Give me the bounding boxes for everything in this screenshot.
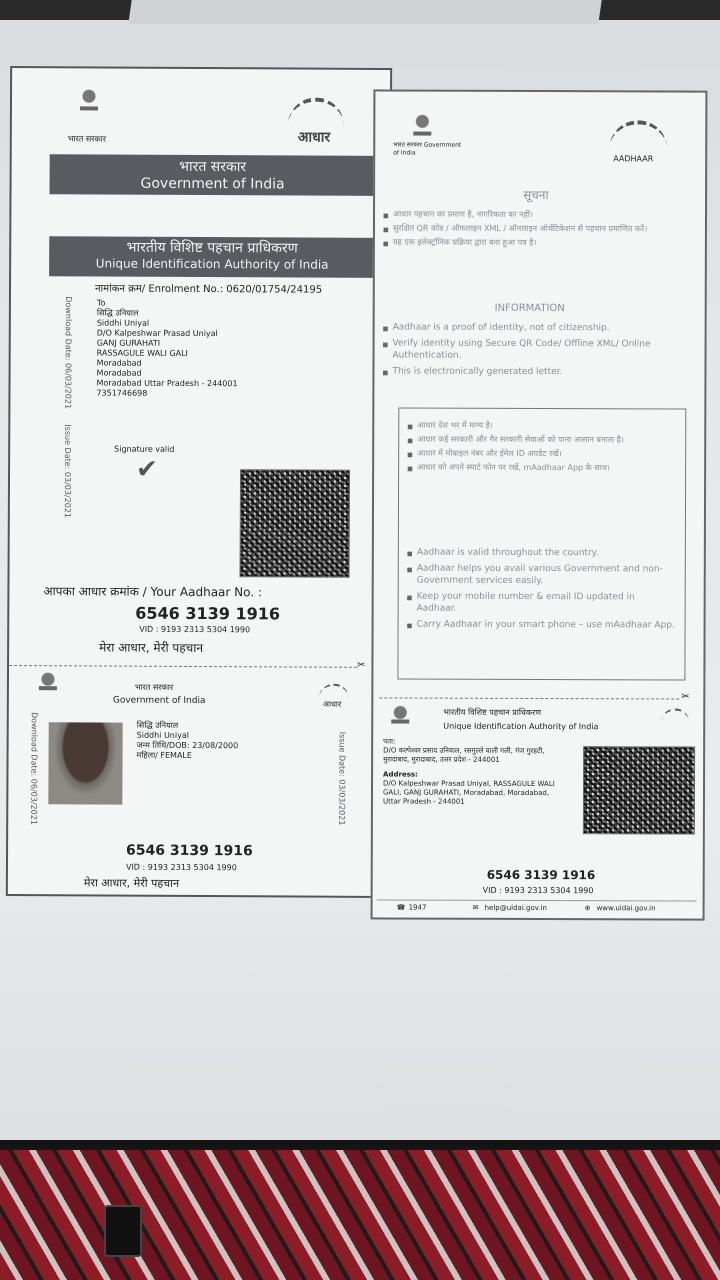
cut-line: [379, 697, 679, 699]
box-item: ■ आधार में मोबाइल नंबर और ईमेल ID अपडेट रखें।: [407, 449, 673, 460]
pata-value: D/O कल्पेश्वर प्रसाद उनियाल, रसगुल्ले वाली गली, गंज गुरहटी, मुरादाबाद, मुरादाबाद, उत्तर प्रदेश - 244001: [383, 746, 545, 764]
box-english-list: [407, 547, 677, 636]
national-emblem-icon: [39, 672, 57, 692]
back-qr-code: [583, 746, 695, 834]
aadhaar-logo-icon: [288, 97, 344, 129]
uidai-english: Unique Identification Authority of India: [95, 256, 329, 272]
box-hindi-list: [407, 421, 673, 478]
paper-fold: [128, 0, 601, 24]
signature-valid: Signature valid: [114, 444, 175, 454]
footer-email: help@uidai.gov.in: [484, 903, 547, 913]
aadhaar-number: 6546 3139 1916: [135, 603, 281, 624]
small-vid: VID : 9193 2313 5304 1990: [125, 862, 237, 873]
aadhaar-letter-front: [6, 66, 392, 898]
footer-phone: 1947: [408, 903, 427, 912]
back-uidai-hindi: भारतीय विशिष्ट पहचान प्राधिकरण: [443, 707, 542, 718]
vid-number: VID : 9193 2313 5304 1990: [139, 624, 251, 635]
box-item: ■ Aadhaar is valid throughout the country.: [407, 547, 677, 560]
note-item: ■ सुरक्षित QR कोड / ऑफलाइन XML / ऑनलाइन ऑथेंटिकेशन से पहचान प्रमाणित करें।: [383, 223, 693, 234]
gov-hindi: भारत सरकार: [179, 158, 247, 176]
box-item: ■ आधार कई सरकारी और गैर सरकारी सेवाओं को पाना आसान बनाता है।: [407, 435, 673, 446]
download-date: Download Date: 06/03/2021: [63, 296, 73, 410]
qr-code: [240, 469, 351, 578]
small-slogan: मेरा आधार, मेरी पहचान: [83, 876, 180, 890]
back-vid: VID : 9193 2313 5304 1990: [482, 885, 594, 896]
footer-web: www.uidai.gov.in: [596, 904, 656, 913]
hindi-notes: [383, 209, 693, 252]
uidai-hindi: भारतीय विशिष्ट पहचान प्राधिकरण: [126, 239, 298, 257]
note-item: ■ यह एक इलेक्ट्रॉनिक प्रक्रिया द्वारा बना हुआ पत्र है।: [383, 237, 693, 248]
box-item: ■ Aadhaar helps you avail various Government and non-Government services easily.: [407, 563, 677, 588]
aadhaar-logo-text: आधार: [297, 129, 331, 146]
aadhaar-logo-text: AADHAAR: [613, 154, 654, 164]
address-label: Address:: [383, 770, 418, 779]
address-line: GANJ GURAHATI: [96, 338, 161, 348]
note-item: ■ This is electronically generated letter.: [382, 365, 696, 378]
aadhaar-letter-back: [371, 89, 708, 920]
cut-line: [9, 665, 357, 668]
address-line: Siddhi Uniyal: [96, 318, 150, 328]
footer-divider: [377, 899, 697, 901]
pata-label: पता:: [383, 737, 396, 746]
small-logo-text: आधार: [322, 699, 342, 709]
emblem-caption: भारत सरकार: [67, 134, 107, 144]
address-line: सिद्धि उनियाल: [96, 308, 139, 318]
address-line: D/O Kalpeshwar Prasad Uniyal: [96, 328, 218, 339]
small-download-date: Download Date: 06/03/2021: [29, 712, 39, 825]
small-aadhaar-number: 6546 3139 1916: [126, 842, 253, 860]
government-band: [50, 154, 376, 196]
checkmark-icon: ✔: [135, 454, 158, 485]
email-icon: ✉: [472, 903, 479, 912]
uidai-band: [49, 236, 375, 278]
aadhaar-logo-icon: [661, 708, 689, 724]
address-line: 7351746698: [96, 388, 148, 398]
name-english: Siddhi Uniyal: [136, 730, 190, 740]
suchna-heading: सूचना: [523, 187, 549, 203]
emblem-caption: भारत सरकार Government of India: [393, 141, 462, 157]
small-gov-english: Government of India: [112, 695, 206, 707]
box-item: ■ आधार देश भर में मान्य है।: [407, 421, 673, 432]
address-line: To: [96, 298, 106, 308]
address-line: Moradabad: [96, 358, 142, 368]
box-item: ■ Carry Aadhaar in your smart phone – use mAadhaar App.: [407, 619, 677, 632]
information-heading: INFORMATION: [494, 302, 565, 315]
recipient-address: [96, 298, 297, 399]
issue-date: Issue Date: 03/03/2021: [62, 424, 73, 519]
slogan: मेरा आधार, मेरी पहचान: [99, 640, 204, 656]
note-item: ■ आधार पहचान का प्रमाण है, नागरिकता का नहीं।: [383, 209, 693, 220]
your-aadhaar-label: आपका आधार क्रमांक / Your Aadhaar No. :: [43, 584, 263, 600]
back-uidai-english: Unique Identification Authority of India: [443, 721, 599, 732]
back-aadhaar-number: 6546 3139 1916: [486, 867, 596, 883]
name-hindi: सिद्धि उनियाल: [136, 720, 179, 730]
address-line: Moradabad Uttar Pradesh - 244001: [96, 378, 238, 389]
phone-icon: ☎: [396, 903, 406, 912]
gov-english: Government of India: [140, 175, 285, 193]
note-item: ■ Aadhaar is a proof of identity, not of citizenship.: [383, 321, 697, 334]
back-address-block: [383, 737, 567, 807]
info-box: [397, 408, 686, 681]
holder-photo: [48, 722, 122, 804]
zipper-pull: [104, 1205, 142, 1257]
address-value: D/O Kalpeshwar Prasad Uniyal, RASSAGULE WALI GALI, GANJ GURAHATI, Moradabad, Moradabad, Uttar Pradesh - 244001: [382, 779, 555, 806]
box-item: ■ आधार को अपने स्मार्ट फोन पर रखें, mAadhaar App के साथ।: [407, 463, 673, 474]
address-line: Moradabad: [96, 368, 142, 378]
scissors-icon: ✂: [357, 659, 366, 671]
national-emblem-icon: [409, 112, 435, 140]
small-issue-date: Issue Date: 03/03/2021: [337, 731, 347, 826]
gender: महिला/ FEMALE: [136, 750, 192, 760]
english-notes: [382, 321, 696, 382]
address-line: RASSAGULE WALI GALI: [96, 348, 188, 358]
aadhaar-logo-icon: [319, 684, 349, 700]
small-gov-hindi: भारत सरकार: [134, 682, 174, 692]
enrolment-number: नामांकन क्रम/ Enrolment No.: 0620/01754/24195: [94, 283, 323, 296]
national-emblem-icon: [76, 86, 102, 114]
holder-details: [137, 721, 239, 762]
national-emblem-icon: [391, 705, 409, 725]
date-of-birth: जन्म तिथि/DOB: 23/08/2000: [136, 740, 239, 751]
aadhaar-logo-icon: [609, 120, 667, 152]
web-icon: ⊕: [584, 904, 591, 913]
note-item: ■ Verify identity using Secure QR Code/ Offline XML/ Online Authentication.: [383, 337, 697, 362]
scissors-icon: ✂: [681, 691, 690, 703]
box-item: ■ Keep your mobile number & email ID updated in Aadhaar.: [407, 591, 677, 616]
